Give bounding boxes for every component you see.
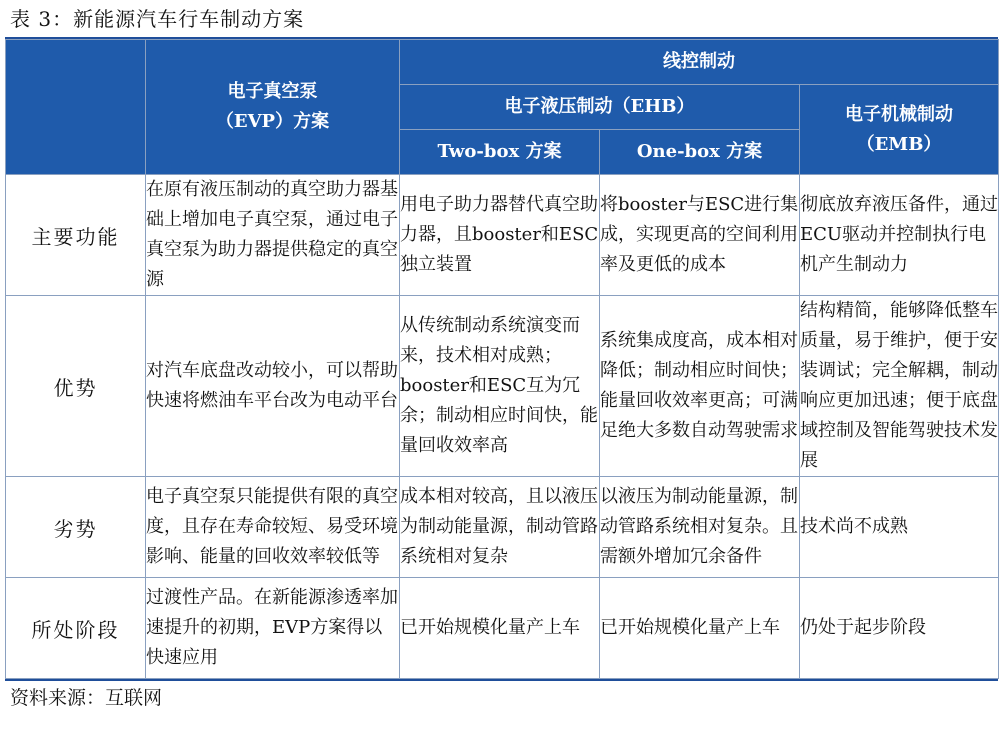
header-one-box: One-box 方案 bbox=[600, 130, 800, 175]
cell-evp: 电子真空泵只能提供有限的真空度，且存在寿命较短、易受环境影响、能量的回收效率较低等 bbox=[146, 477, 400, 578]
row-label: 优势 bbox=[6, 296, 146, 477]
row-label: 所处阶段 bbox=[6, 578, 146, 679]
cell-emb: 彻底放弃液压备件，通过ECU驱动并控制执行电机产生制动力 bbox=[800, 175, 999, 296]
cell-one-box: 已开始规模化量产上车 bbox=[600, 578, 800, 679]
row-label: 劣势 bbox=[6, 477, 146, 578]
braking-comparison-table bbox=[5, 39, 999, 679]
table-row bbox=[6, 296, 999, 477]
header-corner bbox=[6, 40, 146, 175]
cell-one-box: 以液压为制动能量源，制动管路系统相对复杂。且需额外增加冗余备件 bbox=[600, 477, 800, 578]
bottom-rule bbox=[5, 679, 998, 681]
row-label: 主要功能 bbox=[6, 175, 146, 296]
table-row bbox=[6, 578, 999, 679]
cell-evp: 在原有液压制动的真空助力器基础上增加电子真空泵，通过电子真空泵为助力器提供稳定的真空源 bbox=[146, 175, 400, 296]
header-emb: 电子机械制动 （EMB） bbox=[800, 85, 999, 175]
table-caption: 表 3：新能源汽车行车制动方案 bbox=[10, 7, 305, 31]
cell-emb: 技术尚不成熟 bbox=[800, 477, 999, 578]
cell-two-box: 成本相对较高，且以液压为制动能量源，制动管路系统相对复杂 bbox=[400, 477, 600, 578]
cell-emb: 结构精简，能够降低整车质量，易于维护，便于安装调试；完全解耦，制动响应更加迅速；便于底盘域控制及智能驾驶技术发展 bbox=[800, 296, 999, 477]
table-row bbox=[6, 477, 999, 578]
cell-two-box: 已开始规模化量产上车 bbox=[400, 578, 600, 679]
table-row bbox=[6, 175, 999, 296]
cell-one-box: 将booster与ESC进行集成，实现更高的空间利用率及更低的成本 bbox=[600, 175, 800, 296]
cell-one-box: 系统集成度高，成本相对降低；制动相应时间快；能量回收效率更高；可满足绝大多数自动驾驶需求 bbox=[600, 296, 800, 477]
cell-emb: 仍处于起步阶段 bbox=[800, 578, 999, 679]
header-wire-control: 线控制动 bbox=[400, 40, 999, 85]
header-evp: 电子真空泵 （EVP）方案 bbox=[146, 40, 400, 175]
source-note: 资料来源：互联网 bbox=[10, 687, 163, 709]
header-ehb: 电子液压制动（EHB） bbox=[400, 85, 800, 130]
cell-evp: 过渡性产品。在新能源渗透率加速提升的初期，EVP方案得以快速应用 bbox=[146, 578, 400, 679]
cell-two-box: 用电子助力器替代真空助力器，且booster和ESC独立装置 bbox=[400, 175, 600, 296]
cell-evp: 对汽车底盘改动较小，可以帮助快速将燃油车平台改为电动平台 bbox=[146, 296, 400, 477]
header-two-box: Two-box 方案 bbox=[400, 130, 600, 175]
cell-two-box: 从传统制动系统演变而来，技术相对成熟；booster和ESC互为冗余；制动相应时间快，能量回收效率高 bbox=[400, 296, 600, 477]
